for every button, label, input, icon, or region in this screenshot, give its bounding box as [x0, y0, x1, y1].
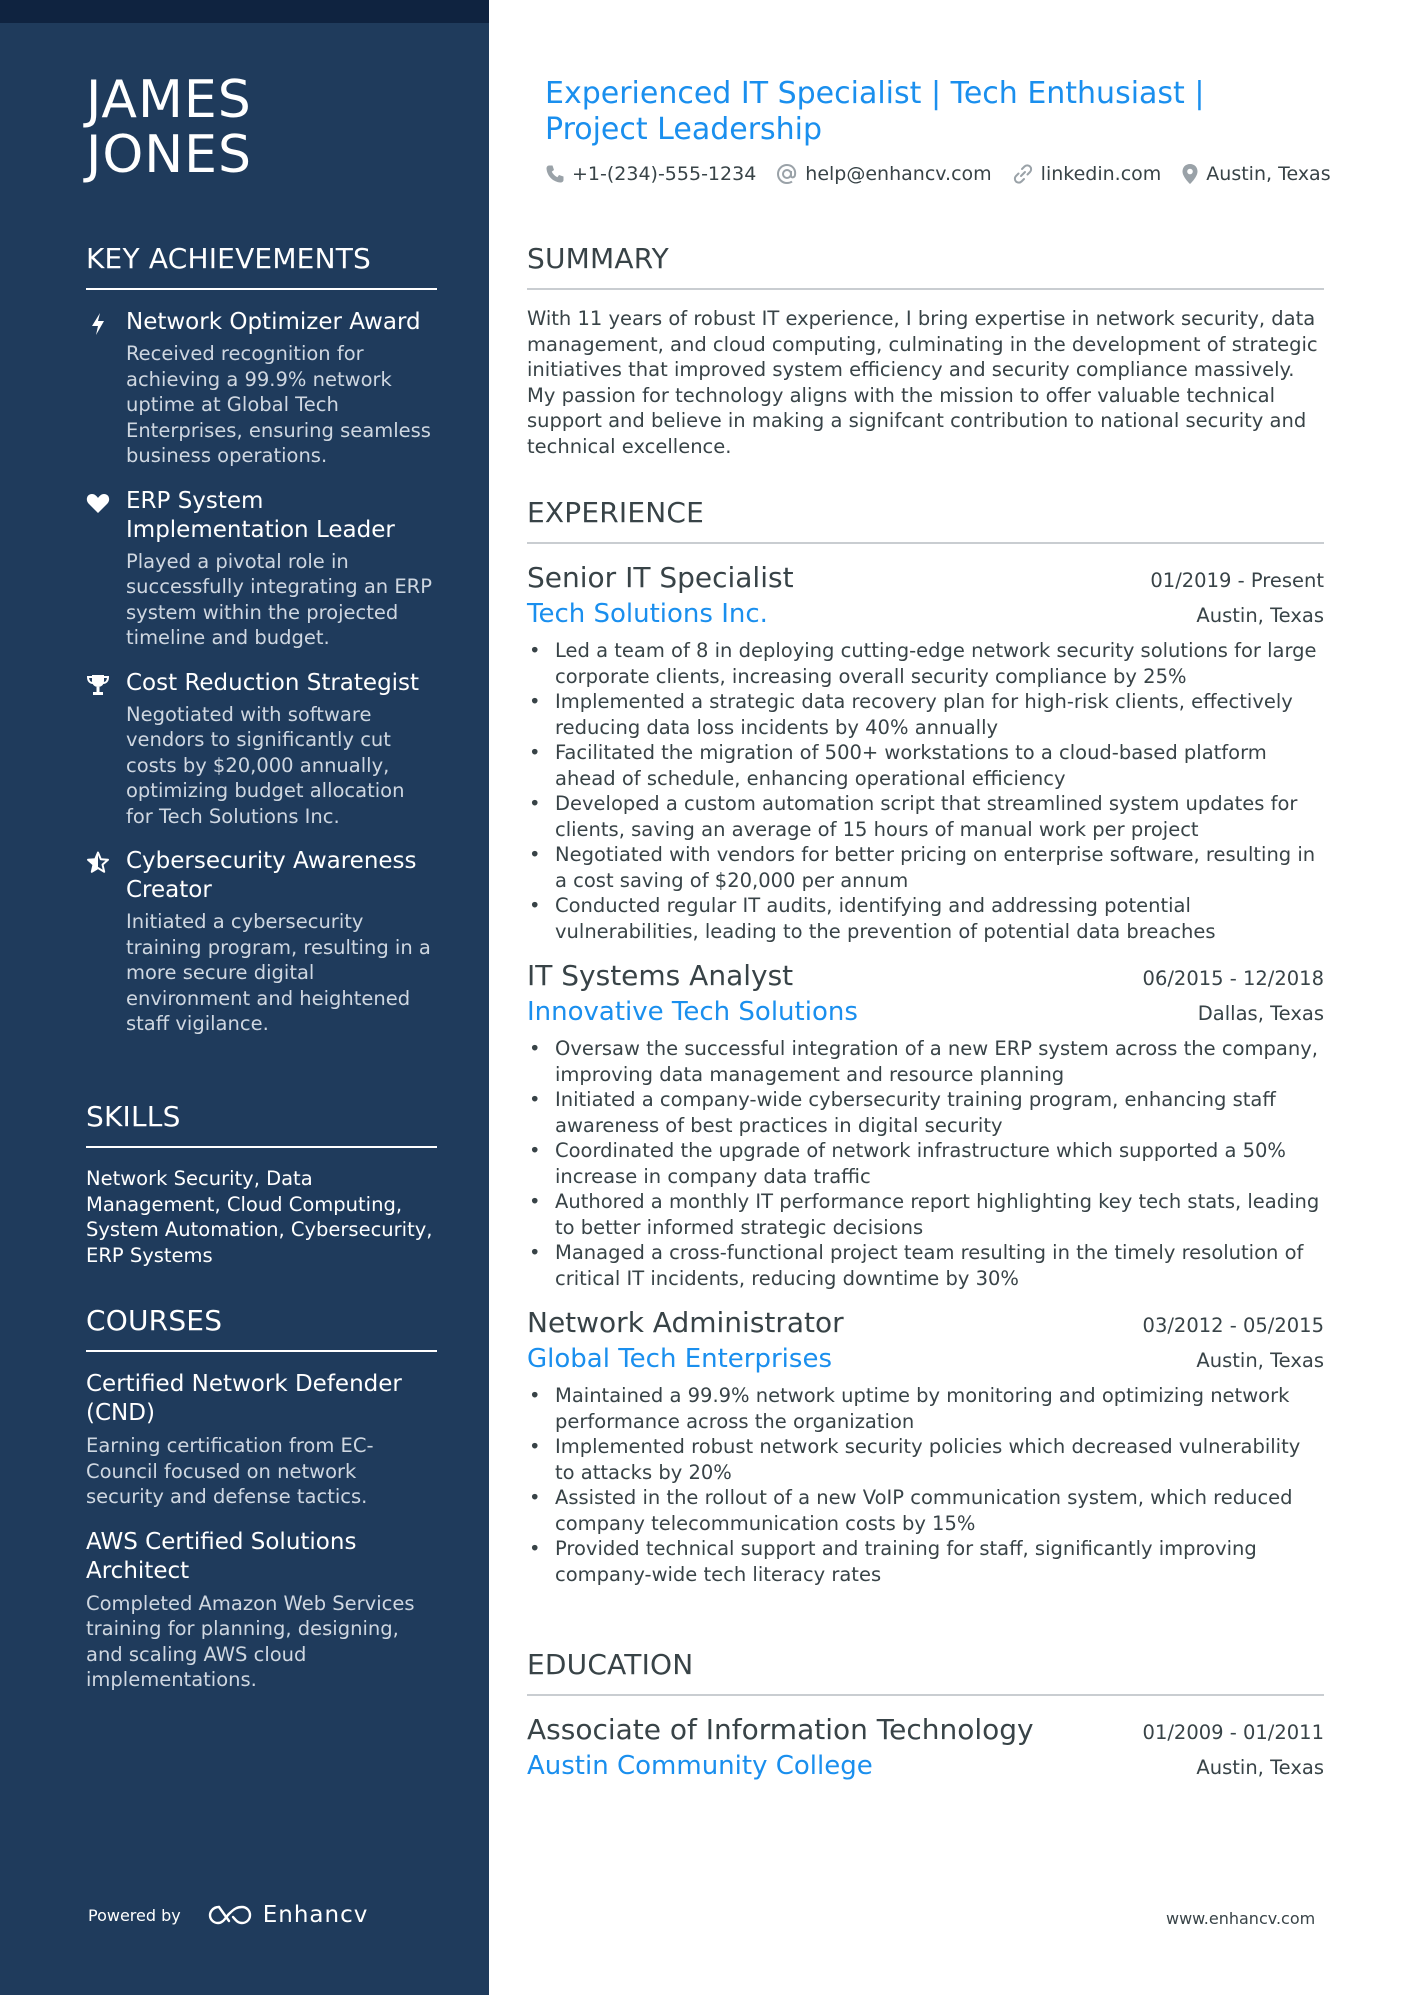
job-location: Dallas, Texas [1197, 1002, 1324, 1025]
contact-location [1181, 163, 1330, 185]
name-line-1: JAMES [86, 70, 252, 130]
achievement-desc: Initiated a cybersecurity training program, resulting in a more secure digital environment and heightened staff vigilance. [126, 910, 431, 1035]
course-desc: Earning certification from EC-Council focused on network security and defense tactics. [86, 1434, 374, 1508]
contact-email[interactable] [776, 163, 991, 185]
job-bullet: • Assisted in the rollout of a new VoIP communication system, which reduced company telecommunication costs by 15% [527, 1485, 1324, 1536]
job-bullet: • Oversaw the successful integration of a new ERP system across the company, improving data management and resource planning [527, 1036, 1324, 1087]
summary-heading: SUMMARY [527, 242, 1324, 290]
achievement-item [86, 487, 437, 651]
phone-text: +1-(234)-555-1234 [572, 163, 757, 185]
job-company: Tech Solutions Inc. [527, 599, 768, 629]
tagline: Experienced IT Specialist | Tech Enthusiast | Project Leadership [545, 76, 1205, 147]
candidate-name [86, 70, 253, 185]
courses-section [86, 1304, 437, 1711]
education-date: 01/2009 - 01/2011 [1142, 1721, 1324, 1744]
job-location: Austin, Texas [1196, 1349, 1324, 1372]
contact-bar [545, 163, 1351, 185]
job-company: Global Tech Enterprises [527, 1344, 832, 1374]
email-text: help@enhancv.com [805, 163, 992, 185]
education-location: Austin, Texas [1196, 1756, 1324, 1779]
powered-by-label: Powered by [88, 1905, 181, 1925]
achievement-title: Cybersecurity Awareness Creator [126, 848, 417, 903]
job-bullet: • Implemented a strategic data recovery plan for high-risk clients, effectively reducing data loss incidents by 40% annually [527, 689, 1324, 740]
job-entry [527, 958, 1324, 1291]
link-icon [1012, 163, 1034, 185]
summary-text: With 11 years of robust IT experience, I bring expertise in network security, data management, and cloud computing, culminating in the development of strategic initiatives that improved system efficiency and security compliance massively. My passion for technology aligns with the mission to offer valuable technical support and believe in making a signifcant contribution to national security and technical excellence. [527, 307, 1318, 458]
job-title: IT Systems Analyst [527, 959, 794, 992]
job-title: Network Administrator [527, 1306, 844, 1339]
job-entry [527, 1305, 1324, 1587]
courses-heading: COURSES [86, 1304, 437, 1352]
achievement-item [86, 847, 437, 1037]
experience-section [527, 496, 1324, 1601]
course-title: Certified Network Defender (CND) [86, 1371, 402, 1426]
skills-section [86, 1100, 437, 1268]
brand-name: Enhancv [262, 1902, 369, 1928]
summary-section [527, 242, 1324, 459]
achievements-section [86, 242, 437, 1055]
education-section [527, 1648, 1324, 1798]
course-item [86, 1528, 437, 1693]
job-bullet: • Facilitated the migration of 500+ workstations to a cloud-based platform ahead of schedule, enhancing operational efficiency [527, 740, 1324, 791]
sidebar [0, 0, 489, 1995]
degree-title: Associate of Information Technology [527, 1713, 1034, 1746]
course-desc: Completed Amazon Web Services training for planning, designing, and scaling AWS cloud implementations. [86, 1591, 415, 1691]
job-company: Innovative Tech Solutions [527, 997, 858, 1027]
star-half-icon [86, 851, 110, 875]
job-bullet: • Managed a cross-functional project team resulting in the timely resolution of critical IT incidents, reducing downtime by 30% [527, 1240, 1324, 1291]
education-entry [527, 1712, 1324, 1784]
achievement-desc: Received recognition for achieving a 99.9% network uptime at Global Tech Enterprises, ensuring seamless business operations. [126, 342, 431, 467]
achievement-item [86, 669, 437, 830]
job-bullet: • Maintained a 99.9% network uptime by monitoring and optimizing network performance across the organization [527, 1383, 1324, 1434]
at-icon [776, 163, 798, 185]
course-title: AWS Certified Solutions Architect [86, 1528, 357, 1584]
education-heading: EDUCATION [527, 1648, 1324, 1696]
job-bullet: • Developed a custom automation script that streamlined system updates for clients, saving an average of 15 hours of manual work per project [527, 791, 1324, 842]
job-date: 01/2019 - Present [1150, 569, 1324, 592]
achievement-title: Cost Reduction Strategist [126, 669, 420, 696]
sidebar-top-bar [0, 0, 489, 23]
job-bullet: • Authored a monthly IT performance report highlighting key tech stats, leading to better informed strategic decisions [527, 1189, 1324, 1240]
contact-phone[interactable] [545, 163, 756, 185]
course-item [86, 1370, 437, 1510]
job-title: Senior IT Specialist [527, 561, 794, 594]
location-text: Austin, Texas [1206, 163, 1331, 185]
job-bullet: • Initiated a company-wide cybersecurity training program, enhancing staff awareness of best practices in digital security [527, 1087, 1324, 1138]
job-bullet: • Negotiated with vendors for better pricing on enterprise software, resulting in a cost saving of $20,000 per annum [527, 842, 1324, 893]
achievement-item [86, 308, 437, 469]
job-bullet: • Conducted regular IT audits, identifying and addressing potential vulnerabilities, leading to the prevention of potential data breaches [527, 893, 1324, 944]
job-bullet: • Led a team of 8 in deploying cutting-edge network security solutions for large corporate clients, increasing overall security compliance by 25% [527, 638, 1324, 689]
achievement-desc: Played a pivotal role in successfully integrating an ERP system within the projected timeline and budget. [126, 549, 432, 649]
skills-heading: SKILLS [86, 1100, 437, 1148]
powered-by [88, 1902, 368, 1928]
location-pin-icon [1181, 163, 1199, 185]
school-name: Austin Community College [527, 1751, 873, 1781]
heart-icon [86, 491, 110, 515]
achievement-title: Network Optimizer Award [126, 309, 421, 335]
job-location: Austin, Texas [1196, 604, 1324, 627]
job-bullet: • Implemented robust network security policies which decreased vulnerability to attacks by 20% [527, 1434, 1324, 1485]
skills-list: Network Security, Data Management, Cloud Computing, System Automation, Cybersecurity, ERP Systems [86, 1167, 433, 1267]
name-line-2: JONES [86, 125, 253, 185]
achievement-title: ERP System Implementation Leader [126, 487, 395, 543]
job-bullets [527, 638, 1324, 944]
job-entry [527, 560, 1324, 944]
job-date: 03/2012 - 05/2015 [1142, 1314, 1324, 1337]
job-bullet: • Provided technical support and training for staff, significantly improving company-wide tech literacy rates [527, 1536, 1324, 1587]
enhancv-logo[interactable] [207, 1902, 369, 1928]
job-bullets [527, 1036, 1324, 1291]
footer-url[interactable]: www.enhancv.com [1166, 1909, 1316, 1928]
contact-website[interactable] [1012, 163, 1162, 185]
job-date: 06/2015 - 12/2018 [1142, 967, 1324, 990]
bolt-icon [86, 312, 110, 336]
achievement-desc: Negotiated with software vendors to significantly cut costs by $20,000 annually, optimizing budget allocation for Tech Solutions Inc. [126, 702, 405, 828]
experience-heading: EXPERIENCE [527, 496, 1324, 544]
job-bullet: • Coordinated the upgrade of network infrastructure which supported a 50% increase in company data traffic [527, 1138, 1324, 1189]
website-text: linkedin.com [1040, 163, 1162, 185]
achievements-heading: KEY ACHIEVEMENTS [86, 242, 437, 290]
phone-icon [545, 164, 565, 184]
infinity-icon [207, 1903, 253, 1927]
job-bullets [527, 1383, 1324, 1587]
trophy-icon [86, 673, 110, 697]
